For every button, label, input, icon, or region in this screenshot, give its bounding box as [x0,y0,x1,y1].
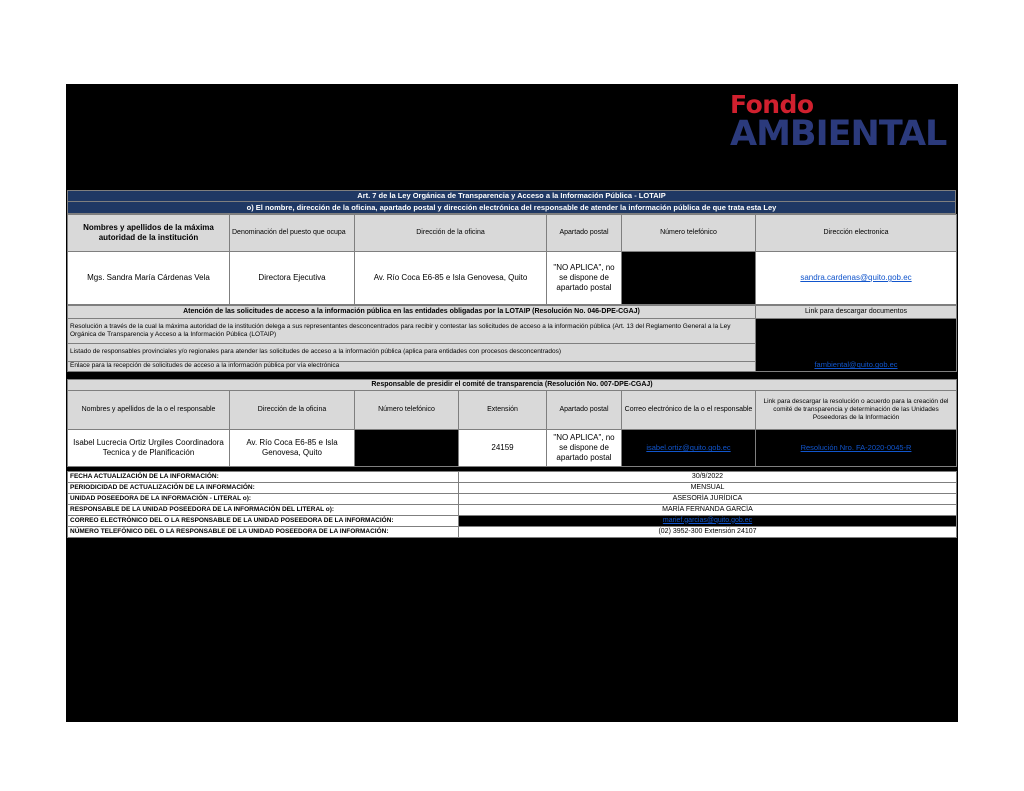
committee-header-resolution: Link para descargar la resolución o acuerdo para la creación del comité de transparencia y determinación de las Unidades Poseedoras de la Información [756,391,957,430]
committee-email-link[interactable]: isabel.ortiz@quito.gob.ec [622,430,756,467]
footer-value-periodicity: MENSUAL [459,483,957,494]
committee-header-name: Nombres y apellidos de la o el responsable [68,391,230,430]
committee-address: Av. Río Coca E6-85 e Isla Genovesa, Quito [230,430,355,467]
fondo-ambiental-logo [730,92,946,152]
logo-line-1: Fondo [730,90,814,119]
attention-table [67,305,957,372]
footer-value-email-link[interactable]: marief.garcias@quito.gob.ec [459,516,957,527]
authority-table [67,214,957,305]
committee-header-address: Dirección de la oficina [230,391,355,430]
attention-links-cell [756,319,957,372]
attention-row-list: Listado de responsables provinciales y/o regionales para atender las solicitudes de acceso a la información pública (aplica para entidades con procesos desconcentrados) [68,344,756,362]
header-title: Art. 7 de la Ley Orgánica de Transparencia y Acceso a la Información Pública - LOTAIP [68,191,956,202]
footer-label-email: CORREO ELECTRÓNICO DEL O LA RESPONSABLE DE LA UNIDAD POSEEDORA DE LA INFORMACIÓN: [68,516,459,527]
committee-header-extension: Extensión [459,391,547,430]
authority-postal: "NO APLICA", no se dispone de apartado postal [547,252,622,305]
committee-header-phone: Número telefónico [355,391,459,430]
authority-header-postal: Apartado postal [547,215,622,252]
committee-header-postal: Apartado postal [547,391,622,430]
logo-line-2: AMBIENTAL [730,114,947,154]
committee-table [67,379,957,467]
footer-label-responsible: RESPONSABLE DE LA UNIDAD POSEEDORA DE LA INFORMACIÓN DEL LITERAL o): [68,505,459,516]
header-table [67,190,956,214]
authority-header-position: Denominación del puesto que ocupa [230,215,355,252]
attention-link-header: Link para descargar documentos [756,306,957,319]
committee-extension: 24159 [459,430,547,467]
footer-label-phone: NÚMERO TELEFÓNICO DEL O LA RESPONSABLE DE LA UNIDAD POSEEDORA DE LA INFORMACIÓN: [68,527,459,538]
footer-value-phone: (02) 3952-300 Extensión 24107 [459,527,957,538]
footer-label-periodicity: PERIODICIDAD DE ACTUALIZACIÓN DE LA INFORMACIÓN: [68,483,459,494]
committee-resolution-link[interactable]: Resolución Nro. FA-2020-0045-R [756,430,957,467]
footer-value-responsible: MARÍA FERNANDA GARCÍA [459,505,957,516]
authority-header-name: Nombres y apellidos de la máxima autoridad de la institución [68,215,230,252]
authority-position: Directora Ejecutiva [230,252,355,305]
authority-address: Av. Río Coca E6-85 e Isla Genovesa, Quito [355,252,547,305]
authority-phone [622,252,756,305]
attention-email-link[interactable]: fambiental@quito.gob.ec [814,360,898,370]
footer-value-unit: ASESORÍA JURÍDICA [459,494,957,505]
header-subtitle: o) El nombre, dirección de la oficina, apartado postal y dirección electrónica del responsable de atender la información pública de que trata esta Ley [68,202,956,214]
authority-header-email: Dirección electronica [756,215,957,252]
committee-postal: "NO APLICA", no se dispone de apartado postal [547,430,622,467]
attention-row-link: Enlace para la recepción de solicitudes de acceso a la información pública por vía electrónica [68,362,756,372]
committee-title: Responsable de presidir el comité de transparencia (Resolución No. 007-DPE-CGAJ) [68,380,957,391]
committee-header-email: Correo electrónico de la o el responsable [622,391,756,430]
footer-label-date: FECHA ACTUALIZACIÓN DE LA INFORMACIÓN: [68,472,459,483]
footer-table [67,471,957,538]
footer-value-date: 30/9/2022 [459,472,957,483]
footer-label-unit: UNIDAD POSEEDORA DE LA INFORMACIÓN - LITERAL o): [68,494,459,505]
committee-name: Isabel Lucrecia Ortiz Urgiles Coordinadora Tecnica y de Planificación [68,430,230,467]
authority-header-address: Dirección de la oficina [355,215,547,252]
attention-row-resolution: Resolución a través de la cual la máxima autoridad de la institución delega a sus representantes desconcentrados para recibir y contestar las solicitudes de acceso a la información pública (Art. 13 del Reglamento General a la Ley Orgánica de Transparencia y Acceso a la Información Pública (LOTAIP) [68,319,756,344]
attention-title: Atención de las solicitudes de acceso a la información pública en las entidades obligadas por la LOTAIP (Resolución No. 046-DPE-CGAJ) [68,306,756,319]
authority-email-link[interactable]: sandra.cardenas@quito.gob.ec [756,252,957,305]
authority-header-phone: Número telefónico [622,215,756,252]
committee-phone [355,430,459,467]
authority-name: Mgs. Sandra María Cárdenas Vela [68,252,230,305]
